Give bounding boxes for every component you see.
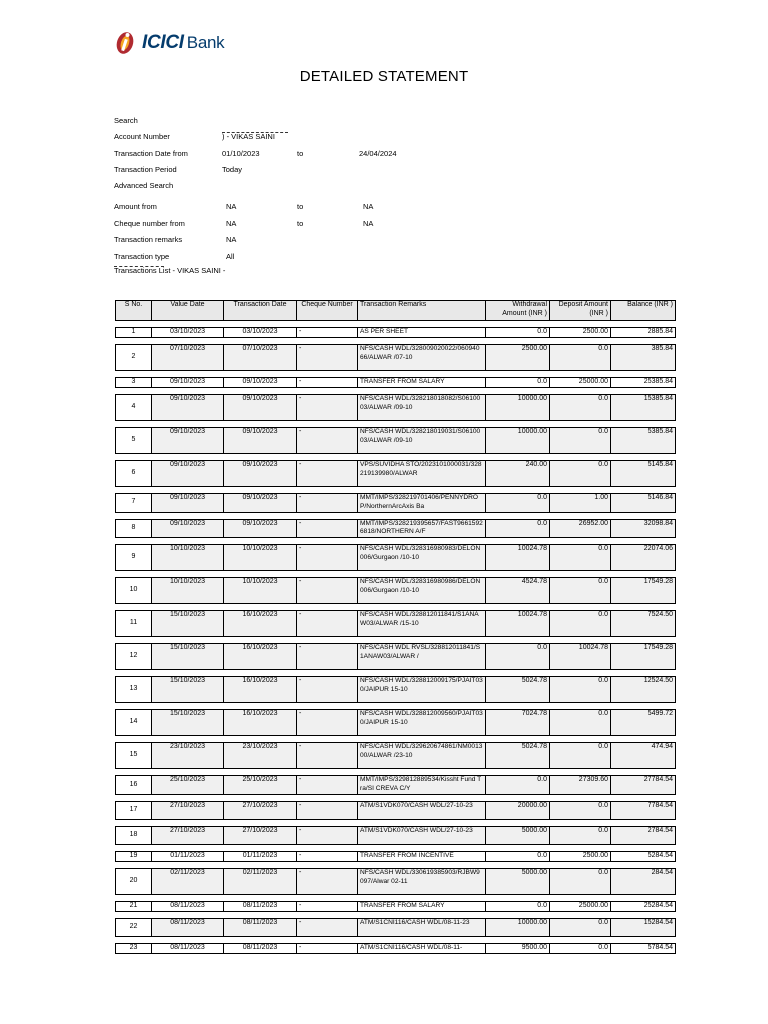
cell-txn: 09/10/2023 [224,494,297,513]
cell-chq: - [297,918,358,936]
cell-sno: 9 [116,545,152,571]
row-gap [116,894,676,901]
cell-chq: - [297,776,358,795]
row-gap [116,637,676,644]
cell-value: 09/10/2023 [152,428,224,454]
cell-bal: 25385.84 [611,378,676,388]
cell-sno: 16 [116,776,152,795]
cell-dep: 0.0 [550,611,611,637]
cell-wd: 20000.00 [486,801,550,819]
cell-remarks: NFS/CASH WDL/328812009560/PJAIT030/JAIPUR 15-10 [358,710,486,736]
cell-value: 09/10/2023 [152,395,224,421]
cell-chq: - [297,345,358,371]
cell-txn: 10/10/2023 [224,545,297,571]
cell-wd: 0.0 [486,328,550,338]
cell-remarks: TRANSFER FROM SALARY [358,901,486,911]
column-header: Transaction Date [224,301,297,321]
cell-bal: 7784.54 [611,801,676,819]
cell-chq: - [297,801,358,819]
cell-sno: 6 [116,461,152,487]
cell-remarks: ATM/S1CNI116/CASH WDL/08-11- [358,943,486,953]
row-gap [116,487,676,494]
table-row [116,743,676,769]
cell-remarks: ATM/S1CNI116/CASH WDL/08-11-23 [358,918,486,936]
cell-value: 08/11/2023 [152,918,224,936]
cell-dep: 0.0 [550,461,611,487]
row-gap [116,338,676,345]
cell-txn: 03/10/2023 [224,328,297,338]
cell-txn: 09/10/2023 [224,428,297,454]
cell-value: 02/11/2023 [152,868,224,894]
cell-value: 09/10/2023 [152,519,224,538]
cell-dep: 0.0 [550,710,611,736]
cell-sno: 2 [116,345,152,371]
bank-name: ICICI Bank [142,32,225,53]
cell-value: 08/11/2023 [152,901,224,911]
cell-sno: 7 [116,494,152,513]
cell-value: 23/10/2023 [152,743,224,769]
row-gap [116,538,676,545]
cell-bal: 17549.28 [611,644,676,670]
cell-txn: 08/11/2023 [224,901,297,911]
cell-chq: - [297,743,358,769]
cell-bal: 474.94 [611,743,676,769]
cell-remarks: NFS/CASH WDL/328218019031/S0610003/ALWAR /09-10 [358,428,486,454]
table-row [116,378,676,388]
cell-value: 09/10/2023 [152,494,224,513]
cell-wd: 0.0 [486,901,550,911]
cell-dep: 26952.00 [550,519,611,538]
cell-bal: 32098.84 [611,519,676,538]
column-header: Transaction Remarks [358,301,486,321]
cell-dep: 1.00 [550,494,611,513]
cell-sno: 8 [116,519,152,538]
cell-chq: - [297,395,358,421]
cell-txn: 02/11/2023 [224,868,297,894]
table-row [116,328,676,338]
cell-sno: 4 [116,395,152,421]
cell-remarks: NFS/CASH WDL/328812011841/S1ANAW03/ALWAR /15-10 [358,611,486,637]
cell-txn: 16/10/2023 [224,611,297,637]
transactions-table [115,300,676,954]
table-row [116,611,676,637]
cell-dep: 25000.00 [550,901,611,911]
cell-bal: 17549.28 [611,578,676,604]
cell-txn: 07/10/2023 [224,345,297,371]
cell-dep: 0.0 [550,918,611,936]
cell-wd: 0.0 [486,494,550,513]
cell-wd: 0.0 [486,644,550,670]
row-gap [116,911,676,918]
cell-wd: 10024.78 [486,611,550,637]
cell-sno: 22 [116,918,152,936]
cell-chq: - [297,428,358,454]
cell-chq: - [297,519,358,538]
row-gap [116,388,676,395]
icici-logo-icon [114,30,136,56]
cell-value: 03/10/2023 [152,328,224,338]
cell-dep: 0.0 [550,743,611,769]
page-title: DETAILED STATEMENT [299,68,469,85]
table-row [116,868,676,894]
table-row [116,345,676,371]
cell-chq: - [297,851,358,861]
cell-txn: 23/10/2023 [224,743,297,769]
cell-value: 08/11/2023 [152,943,224,953]
cell-wd: 0.0 [486,851,550,861]
cell-remarks: TRANSFER FROM INCENTIVE [358,851,486,861]
cell-value: 15/10/2023 [152,677,224,703]
cell-chq: - [297,826,358,844]
cell-dep: 2500.00 [550,851,611,861]
cell-chq: - [297,378,358,388]
table-row [116,901,676,911]
cell-sno: 13 [116,677,152,703]
cell-remarks: VPS/SUVIDHA STO/2023101000031/328219139980/ALWAR [358,461,486,487]
cell-sno: 10 [116,578,152,604]
bank-logo [114,28,224,58]
cell-dep: 0.0 [550,345,611,371]
cell-value: 25/10/2023 [152,776,224,795]
cell-sno: 20 [116,868,152,894]
cell-txn: 09/10/2023 [224,461,297,487]
cell-dep: 2500.00 [550,328,611,338]
cell-sno: 3 [116,378,152,388]
row-gap [116,861,676,868]
cell-chq: - [297,545,358,571]
cell-wd: 10000.00 [486,918,550,936]
row-gap [116,794,676,801]
cell-wd: 5024.78 [486,677,550,703]
cell-txn: 08/11/2023 [224,943,297,953]
table-row [116,494,676,513]
cell-bal: 385.84 [611,345,676,371]
cell-dep: 0.0 [550,677,611,703]
cell-bal: 5784.54 [611,943,676,953]
cell-dep: 10024.78 [550,644,611,670]
cell-value: 27/10/2023 [152,826,224,844]
table-row [116,801,676,819]
row-gap [116,454,676,461]
column-header: Deposit Amount (INR ) [550,301,611,321]
cell-dep: 0.0 [550,801,611,819]
cell-remarks: NFS/CASH WDL/328218018082/S0610003/ALWAR /09-10 [358,395,486,421]
cell-chq: - [297,677,358,703]
cell-txn: 27/10/2023 [224,801,297,819]
cell-txn: 16/10/2023 [224,677,297,703]
cell-wd: 10000.00 [486,428,550,454]
cell-wd: 9500.00 [486,943,550,953]
table-row [116,710,676,736]
cell-sno: 21 [116,901,152,911]
cell-wd: 0.0 [486,776,550,795]
cell-sno: 18 [116,826,152,844]
table-row [116,677,676,703]
table-row [116,644,676,670]
cell-wd: 7024.78 [486,710,550,736]
cell-bal: 27784.54 [611,776,676,795]
cell-txn: 16/10/2023 [224,710,297,736]
cell-remarks: NFS/CASH WDL/328812009175/PJAIT030/JAIPUR 15-10 [358,677,486,703]
cell-bal: 2784.54 [611,826,676,844]
cell-value: 09/10/2023 [152,378,224,388]
cell-value: 10/10/2023 [152,545,224,571]
cell-sno: 17 [116,801,152,819]
cell-bal: 22074.06 [611,545,676,571]
cell-bal: 12524.50 [611,677,676,703]
cell-txn: 10/10/2023 [224,578,297,604]
cell-dep: 0.0 [550,395,611,421]
cell-remarks: TRANSFER FROM SALARY [358,378,486,388]
cell-bal: 25284.54 [611,901,676,911]
cell-value: 15/10/2023 [152,710,224,736]
cell-bal: 5145.84 [611,461,676,487]
table-row [116,428,676,454]
cell-bal: 15284.54 [611,918,676,936]
cell-chq: - [297,868,358,894]
cell-dep: 0.0 [550,428,611,454]
column-header: Cheque Number [297,301,358,321]
cell-bal: 7524.50 [611,611,676,637]
cell-remarks: NFS/CASH WDL/329620674861/NM001300/ALWAR /23-10 [358,743,486,769]
cell-dep: 27309.60 [550,776,611,795]
cell-chq: - [297,461,358,487]
cell-remarks: ATM/S1VDK070/CASH WDL/27-10-23 [358,826,486,844]
cell-value: 27/10/2023 [152,801,224,819]
cell-value: 10/10/2023 [152,578,224,604]
cell-sno: 14 [116,710,152,736]
cell-wd: 240.00 [486,461,550,487]
cell-txn: 16/10/2023 [224,644,297,670]
cell-wd: 4524.78 [486,578,550,604]
row-gap [116,703,676,710]
row-gap [116,421,676,428]
table-row [116,461,676,487]
table-row [116,851,676,861]
cell-sno: 15 [116,743,152,769]
cell-sno: 5 [116,428,152,454]
table-row [116,943,676,953]
row-gap [116,844,676,851]
cell-wd: 5000.00 [486,826,550,844]
cell-txn: 09/10/2023 [224,395,297,421]
cell-bal: 15385.84 [611,395,676,421]
table-row [116,918,676,936]
cell-sno: 23 [116,943,152,953]
row-gap [116,371,676,378]
cell-remarks: ATM/S1VDK070/CASH WDL/27-10-23 [358,801,486,819]
cell-sno: 19 [116,851,152,861]
column-header: Withdrawal Amount (INR ) [486,301,550,321]
cell-bal: 5146.84 [611,494,676,513]
cell-remarks: NFS/CASH WDL/328316980986/DELON006/Gurgaon /10-10 [358,578,486,604]
row-gap [116,604,676,611]
cell-txn: 27/10/2023 [224,826,297,844]
cell-wd: 2500.00 [486,345,550,371]
cell-chq: - [297,901,358,911]
table-row [116,395,676,421]
row-gap [116,321,676,328]
cell-chq: - [297,578,358,604]
cell-value: 09/10/2023 [152,461,224,487]
cell-chq: - [297,611,358,637]
cell-txn: 09/10/2023 [224,519,297,538]
row-gap [116,819,676,826]
cell-bal: 5499.72 [611,710,676,736]
row-gap [116,936,676,943]
cell-remarks: MMT/IMPS/329812889534/Kissht Fund Tra/SI CREVA C/Y [358,776,486,795]
cell-txn: 01/11/2023 [224,851,297,861]
column-header: S No. [116,301,152,321]
cell-chq: - [297,644,358,670]
cell-value: 07/10/2023 [152,345,224,371]
column-header: Balance (INR ) [611,301,676,321]
table-row [116,545,676,571]
cell-chq: - [297,943,358,953]
cell-wd: 0.0 [486,378,550,388]
cell-dep: 0.0 [550,578,611,604]
cell-remarks: NFS/CASH WDL/328009020022/06094066/ALWAR /07-10 [358,345,486,371]
cell-dep: 0.0 [550,545,611,571]
cell-remarks: MMT/IMPS/328219395657/FAST96615926818/NORTHERN A/F [358,519,486,538]
cell-bal: 2885.84 [611,328,676,338]
cell-bal: 5284.54 [611,851,676,861]
cell-wd: 5024.78 [486,743,550,769]
cell-chq: - [297,710,358,736]
row-gap [116,571,676,578]
row-gap [116,512,676,519]
cell-remarks: NFS/CASH WDL RVSL/328812011841/S1ANAW03/ALWAR / [358,644,486,670]
cell-txn: 08/11/2023 [224,918,297,936]
cell-bal: 284.54 [611,868,676,894]
table-header-row [116,301,676,321]
column-header: Value Date [152,301,224,321]
cell-sno: 11 [116,611,152,637]
cell-dep: 0.0 [550,868,611,894]
cell-chq: - [297,494,358,513]
cell-txn: 25/10/2023 [224,776,297,795]
cell-value: 15/10/2023 [152,611,224,637]
table-row [116,578,676,604]
cell-value: 01/11/2023 [152,851,224,861]
table-row [116,826,676,844]
cell-wd: 5000.00 [486,868,550,894]
row-gap [116,769,676,776]
cell-wd: 10024.78 [486,545,550,571]
cell-dep: 0.0 [550,826,611,844]
cell-value: 15/10/2023 [152,644,224,670]
row-gap [116,670,676,677]
row-gap [116,736,676,743]
cell-chq: - [297,328,358,338]
cell-remarks: MMT/IMPS/328219701406/PENNYDROP/NorthernArcAxis Ba [358,494,486,513]
cell-wd: 0.0 [486,519,550,538]
table-row [116,776,676,795]
cell-dep: 0.0 [550,943,611,953]
cell-sno: 1 [116,328,152,338]
cell-dep: 25000.00 [550,378,611,388]
redacted-account [114,266,164,267]
cell-txn: 09/10/2023 [224,378,297,388]
cell-sno: 12 [116,644,152,670]
cell-wd: 10000.00 [486,395,550,421]
table-row [116,519,676,538]
cell-remarks: NFS/CASH WDL/328316980983/DELON006/Gurgaon /10-10 [358,545,486,571]
cell-bal: 5385.84 [611,428,676,454]
cell-remarks: AS PER SHEET [358,328,486,338]
cell-remarks: NFS/CASH WDL/330619385903/RJBW9097/Alwar 02-11 [358,868,486,894]
